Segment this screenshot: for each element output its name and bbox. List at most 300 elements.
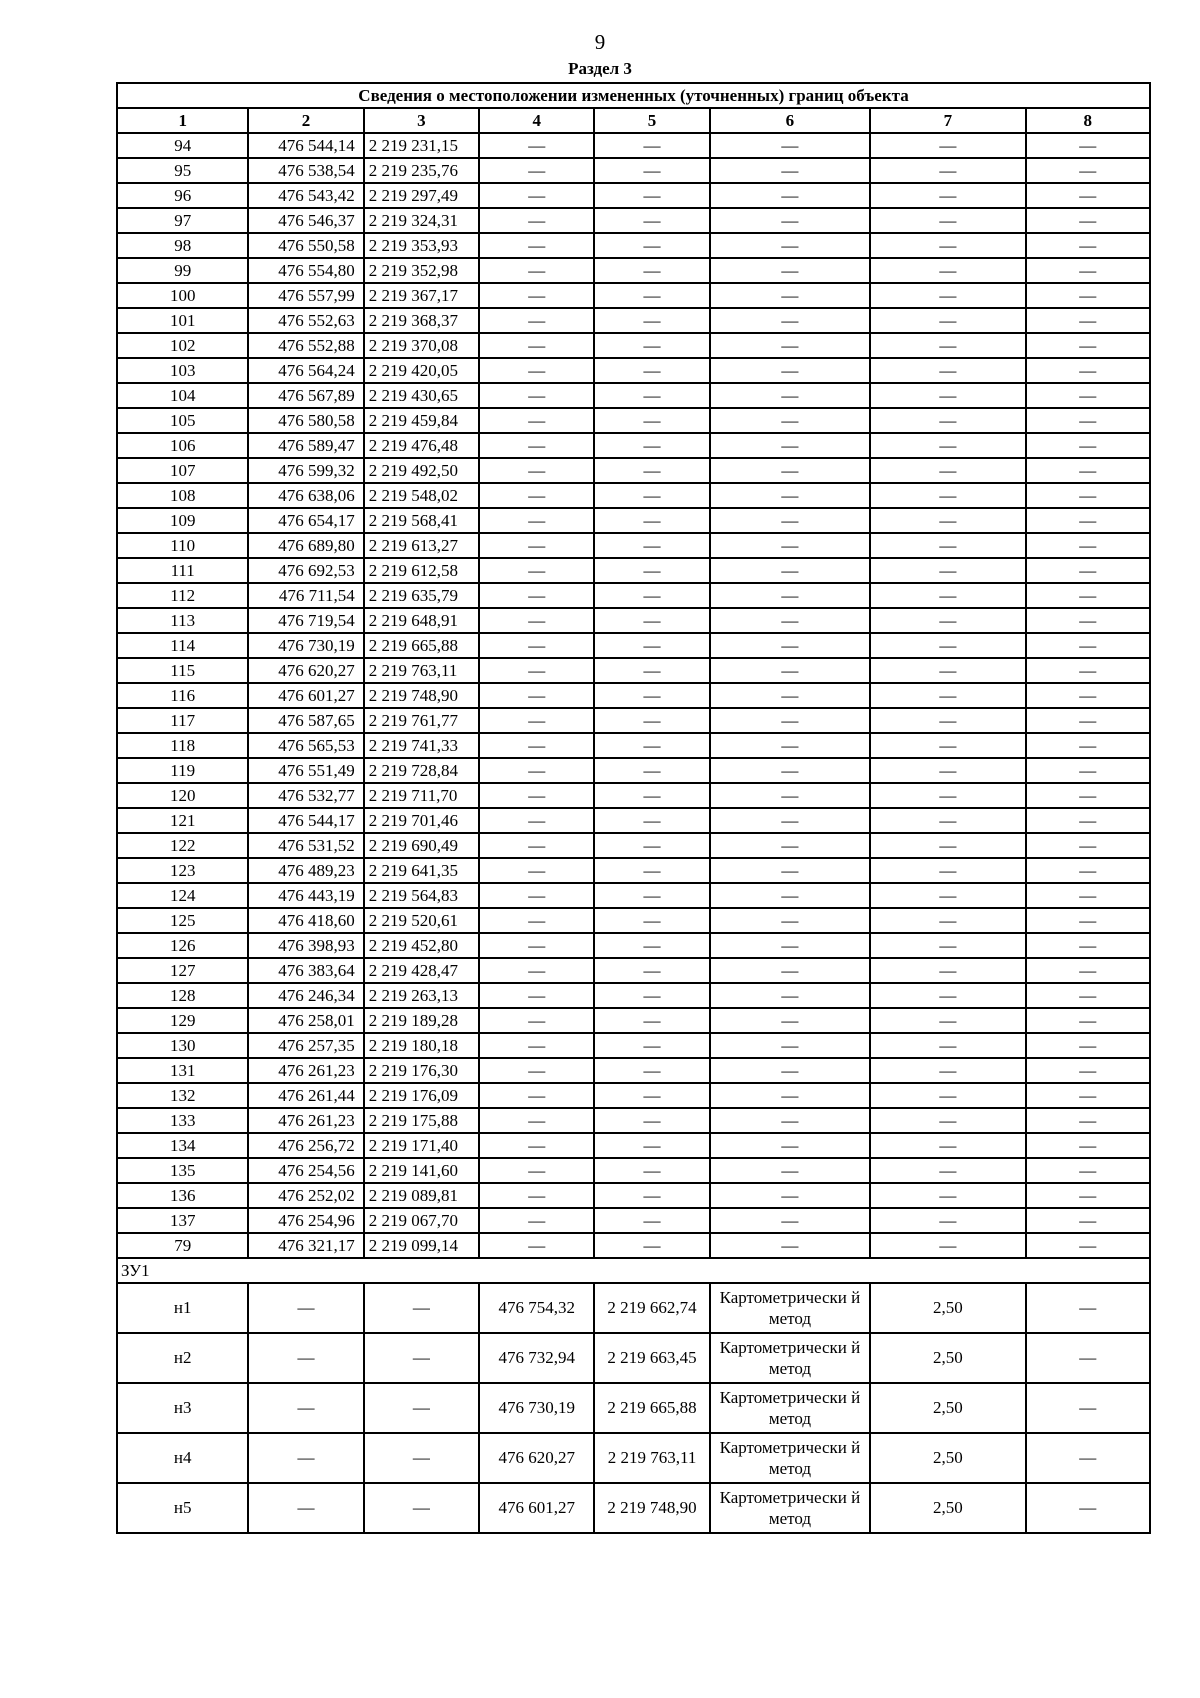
point-number-cell: 133: [117, 1108, 248, 1133]
x-new-coordinate-cell: —: [479, 583, 594, 608]
y-new-coordinate-cell: —: [594, 308, 709, 333]
x-coordinate-cell: 476 258,01: [248, 1008, 363, 1033]
description-cell: —: [1026, 733, 1150, 758]
y-new-coordinate-cell: —: [594, 858, 709, 883]
description-cell: —: [1026, 383, 1150, 408]
x-new-coordinate-cell: —: [479, 983, 594, 1008]
accuracy-cell: —: [870, 958, 1025, 983]
accuracy-cell: —: [870, 483, 1025, 508]
x-new-coordinate-cell: —: [479, 1008, 594, 1033]
description-cell: —: [1026, 933, 1150, 958]
accuracy-cell: —: [870, 333, 1025, 358]
table-row: [117, 433, 1150, 458]
description-cell: —: [1026, 583, 1150, 608]
table-row: [117, 258, 1150, 283]
column-number: 2: [248, 108, 363, 133]
method-cell: —: [710, 433, 870, 458]
point-number-cell: н4: [117, 1433, 248, 1483]
description-cell: —: [1026, 233, 1150, 258]
point-number-cell: 104: [117, 383, 248, 408]
point-number-cell: 125: [117, 908, 248, 933]
x-coordinate-cell: 476 565,53: [248, 733, 363, 758]
point-number-cell: 116: [117, 683, 248, 708]
point-number-cell: 111: [117, 558, 248, 583]
accuracy-cell: 2,50: [870, 1383, 1025, 1433]
y-coordinate-cell: 2 219 613,27: [364, 533, 479, 558]
y-coordinate-cell: 2 219 564,83: [364, 883, 479, 908]
y-new-coordinate-cell: —: [594, 883, 709, 908]
table-row: [117, 983, 1150, 1008]
y-new-coordinate-cell: —: [594, 433, 709, 458]
x-coordinate-cell: 476 418,60: [248, 908, 363, 933]
x-new-coordinate-cell: —: [479, 183, 594, 208]
method-cell: —: [710, 858, 870, 883]
column-number-row: [117, 108, 1150, 133]
point-number-cell: 118: [117, 733, 248, 758]
description-cell: —: [1026, 1383, 1150, 1433]
point-number-cell: 113: [117, 608, 248, 633]
table-row: [117, 333, 1150, 358]
accuracy-cell: —: [870, 808, 1025, 833]
method-cell: —: [710, 1133, 870, 1158]
y-coordinate-cell: 2 219 741,33: [364, 733, 479, 758]
x-coordinate-cell: 476 246,34: [248, 983, 363, 1008]
description-cell: —: [1026, 1208, 1150, 1233]
x-new-coordinate-cell: —: [479, 1033, 594, 1058]
y-new-coordinate-cell: —: [594, 808, 709, 833]
column-number: 6: [710, 108, 870, 133]
y-new-coordinate-cell: —: [594, 658, 709, 683]
table-row: [117, 758, 1150, 783]
y-coordinate-cell: 2 219 370,08: [364, 333, 479, 358]
y-new-coordinate-cell: —: [594, 1033, 709, 1058]
y-coordinate-cell: 2 219 189,28: [364, 1008, 479, 1033]
description-cell: —: [1026, 808, 1150, 833]
y-new-coordinate-cell: 2 219 763,11: [594, 1433, 709, 1483]
accuracy-cell: 2,50: [870, 1333, 1025, 1383]
point-number-cell: 102: [117, 333, 248, 358]
method-cell: —: [710, 1183, 870, 1208]
x-new-coordinate-cell: —: [479, 1133, 594, 1158]
point-number-cell: 99: [117, 258, 248, 283]
table-caption-row: [117, 83, 1150, 108]
table-row: [117, 733, 1150, 758]
method-cell: —: [710, 308, 870, 333]
y-coordinate-cell: 2 219 520,61: [364, 908, 479, 933]
table-row: [117, 508, 1150, 533]
y-new-coordinate-cell: 2 219 663,45: [594, 1333, 709, 1383]
y-coordinate-cell: 2 219 568,41: [364, 508, 479, 533]
column-number: 7: [870, 108, 1025, 133]
y-new-coordinate-cell: —: [594, 1108, 709, 1133]
x-new-coordinate-cell: —: [479, 233, 594, 258]
x-coordinate-cell: 476 620,27: [248, 658, 363, 683]
accuracy-cell: —: [870, 1133, 1025, 1158]
y-new-coordinate-cell: —: [594, 133, 709, 158]
method-cell: —: [710, 608, 870, 633]
y-new-coordinate-cell: —: [594, 1133, 709, 1158]
method-cell: —: [710, 1158, 870, 1183]
x-new-coordinate-cell: —: [479, 408, 594, 433]
method-cell: —: [710, 683, 870, 708]
description-cell: —: [1026, 1033, 1150, 1058]
y-new-coordinate-cell: —: [594, 958, 709, 983]
accuracy-cell: —: [870, 908, 1025, 933]
x-coordinate-cell: 476 544,17: [248, 808, 363, 833]
table-row: [117, 1158, 1150, 1183]
y-new-coordinate-cell: —: [594, 1158, 709, 1183]
method-cell: —: [710, 358, 870, 383]
accuracy-cell: —: [870, 1208, 1025, 1233]
y-new-coordinate-cell: —: [594, 1083, 709, 1108]
description-cell: —: [1026, 558, 1150, 583]
column-number: 4: [479, 108, 594, 133]
accuracy-cell: —: [870, 508, 1025, 533]
point-number-cell: 131: [117, 1058, 248, 1083]
table-row: [117, 708, 1150, 733]
y-coordinate-cell: 2 219 175,88: [364, 1108, 479, 1133]
x-coordinate-cell: 476 599,32: [248, 458, 363, 483]
point-number-cell: 126: [117, 933, 248, 958]
table-row: [117, 683, 1150, 708]
group-label: ЗУ1: [117, 1258, 1150, 1283]
point-number-cell: 123: [117, 858, 248, 883]
x-new-coordinate-cell: —: [479, 1058, 594, 1083]
x-coordinate-cell: 476 544,14: [248, 133, 363, 158]
x-new-coordinate-cell: —: [479, 633, 594, 658]
y-new-coordinate-cell: —: [594, 483, 709, 508]
accuracy-cell: —: [870, 833, 1025, 858]
y-new-coordinate-cell: —: [594, 258, 709, 283]
point-number-cell: 95: [117, 158, 248, 183]
column-number: 5: [594, 108, 709, 133]
y-new-coordinate-cell: —: [594, 1008, 709, 1033]
x-new-coordinate-cell: —: [479, 558, 594, 583]
x-coordinate-cell: 476 719,54: [248, 608, 363, 633]
point-number-cell: 137: [117, 1208, 248, 1233]
accuracy-cell: —: [870, 1058, 1025, 1083]
y-new-coordinate-cell: —: [594, 1233, 709, 1258]
method-cell: —: [710, 183, 870, 208]
accuracy-cell: —: [870, 458, 1025, 483]
point-number-cell: 112: [117, 583, 248, 608]
table-row: [117, 883, 1150, 908]
table-row: [117, 383, 1150, 408]
x-coordinate-cell: 476 550,58: [248, 233, 363, 258]
description-cell: —: [1026, 308, 1150, 333]
method-cell: —: [710, 708, 870, 733]
y-new-coordinate-cell: —: [594, 458, 709, 483]
y-coordinate-cell: 2 219 420,05: [364, 358, 479, 383]
x-coordinate-cell: 476 638,06: [248, 483, 363, 508]
x-new-coordinate-cell: —: [479, 733, 594, 758]
point-number-cell: 110: [117, 533, 248, 558]
accuracy-cell: 2,50: [870, 1283, 1025, 1333]
y-coordinate-cell: 2 219 297,49: [364, 183, 479, 208]
table-row: [117, 608, 1150, 633]
table-row: [117, 458, 1150, 483]
column-number: 3: [364, 108, 479, 133]
method-cell: —: [710, 833, 870, 858]
x-new-coordinate-cell: —: [479, 958, 594, 983]
y-coordinate-cell: 2 219 612,58: [364, 558, 479, 583]
point-number-cell: н5: [117, 1483, 248, 1533]
table-row: [117, 1283, 1150, 1333]
x-new-coordinate-cell: —: [479, 433, 594, 458]
description-cell: —: [1026, 758, 1150, 783]
x-coordinate-cell: —: [248, 1483, 363, 1533]
x-new-coordinate-cell: —: [479, 508, 594, 533]
x-coordinate-cell: 476 383,64: [248, 958, 363, 983]
description-cell: —: [1026, 458, 1150, 483]
method-cell: —: [710, 758, 870, 783]
method-cell: —: [710, 1033, 870, 1058]
description-cell: —: [1026, 1008, 1150, 1033]
accuracy-cell: —: [870, 308, 1025, 333]
x-coordinate-cell: 476 443,19: [248, 883, 363, 908]
point-number-cell: 136: [117, 1183, 248, 1208]
accuracy-cell: —: [870, 1033, 1025, 1058]
table-row: [117, 408, 1150, 433]
y-coordinate-cell: 2 219 701,46: [364, 808, 479, 833]
table-row: [117, 933, 1150, 958]
method-cell: —: [710, 583, 870, 608]
accuracy-cell: 2,50: [870, 1433, 1025, 1483]
y-new-coordinate-cell: —: [594, 733, 709, 758]
method-cell: Картометрически й метод: [710, 1483, 870, 1533]
point-number-cell: 134: [117, 1133, 248, 1158]
accuracy-cell: —: [870, 433, 1025, 458]
x-coordinate-cell: 476 398,93: [248, 933, 363, 958]
point-number-cell: 117: [117, 708, 248, 733]
x-coordinate-cell: 476 261,44: [248, 1083, 363, 1108]
y-new-coordinate-cell: 2 219 748,90: [594, 1483, 709, 1533]
y-coordinate-cell: 2 219 635,79: [364, 583, 479, 608]
x-coordinate-cell: 476 538,54: [248, 158, 363, 183]
y-new-coordinate-cell: —: [594, 508, 709, 533]
point-number-cell: 115: [117, 658, 248, 683]
y-new-coordinate-cell: —: [594, 183, 709, 208]
x-coordinate-cell: 476 254,96: [248, 1208, 363, 1233]
y-new-coordinate-cell: —: [594, 708, 709, 733]
accuracy-cell: —: [870, 708, 1025, 733]
accuracy-cell: —: [870, 608, 1025, 633]
method-cell: —: [710, 1233, 870, 1258]
y-coordinate-cell: 2 219 428,47: [364, 958, 479, 983]
x-coordinate-cell: 476 256,72: [248, 1133, 363, 1158]
x-coordinate-cell: 476 532,77: [248, 783, 363, 808]
x-coordinate-cell: 476 567,89: [248, 383, 363, 408]
description-cell: —: [1026, 858, 1150, 883]
method-cell: —: [710, 558, 870, 583]
description-cell: —: [1026, 333, 1150, 358]
description-cell: —: [1026, 1183, 1150, 1208]
description-cell: —: [1026, 683, 1150, 708]
table-row: [117, 283, 1150, 308]
accuracy-cell: —: [870, 658, 1025, 683]
y-coordinate-cell: 2 219 352,98: [364, 258, 479, 283]
point-number-cell: 132: [117, 1083, 248, 1108]
y-new-coordinate-cell: —: [594, 383, 709, 408]
method-cell: —: [710, 483, 870, 508]
x-new-coordinate-cell: 476 730,19: [479, 1383, 594, 1433]
method-cell: —: [710, 408, 870, 433]
x-new-coordinate-cell: —: [479, 933, 594, 958]
point-number-cell: 120: [117, 783, 248, 808]
x-coordinate-cell: 476 557,99: [248, 283, 363, 308]
accuracy-cell: —: [870, 1108, 1025, 1133]
description-cell: —: [1026, 658, 1150, 683]
description-cell: —: [1026, 1158, 1150, 1183]
method-cell: —: [710, 1008, 870, 1033]
accuracy-cell: —: [870, 983, 1025, 1008]
point-number-cell: н1: [117, 1283, 248, 1333]
x-coordinate-cell: 476 261,23: [248, 1108, 363, 1133]
x-coordinate-cell: 476 254,56: [248, 1158, 363, 1183]
x-new-coordinate-cell: —: [479, 483, 594, 508]
table-row: [117, 1383, 1150, 1433]
y-new-coordinate-cell: —: [594, 983, 709, 1008]
group-label-row: [117, 1258, 1150, 1283]
y-coordinate-cell: 2 219 367,17: [364, 283, 479, 308]
method-cell: —: [710, 733, 870, 758]
accuracy-cell: —: [870, 408, 1025, 433]
method-cell: —: [710, 1058, 870, 1083]
accuracy-cell: —: [870, 383, 1025, 408]
point-number-cell: 124: [117, 883, 248, 908]
description-cell: —: [1026, 783, 1150, 808]
y-coordinate-cell: 2 219 067,70: [364, 1208, 479, 1233]
method-cell: —: [710, 658, 870, 683]
point-number-cell: 108: [117, 483, 248, 508]
method-cell: Картометрически й метод: [710, 1383, 870, 1433]
table-row: [117, 1133, 1150, 1158]
table-row: [117, 783, 1150, 808]
y-coordinate-cell: 2 219 324,31: [364, 208, 479, 233]
y-coordinate-cell: 2 219 711,70: [364, 783, 479, 808]
description-cell: —: [1026, 633, 1150, 658]
x-coordinate-cell: 476 552,88: [248, 333, 363, 358]
x-new-coordinate-cell: —: [479, 1108, 594, 1133]
y-coordinate-cell: —: [364, 1283, 479, 1333]
table-row: [117, 358, 1150, 383]
method-cell: Картометрически й метод: [710, 1333, 870, 1383]
description-cell: —: [1026, 1333, 1150, 1383]
point-number-cell: 98: [117, 233, 248, 258]
x-new-coordinate-cell: 476 620,27: [479, 1433, 594, 1483]
table-row: [117, 1008, 1150, 1033]
description-cell: —: [1026, 608, 1150, 633]
x-coordinate-cell: 476 654,17: [248, 508, 363, 533]
y-new-coordinate-cell: —: [594, 208, 709, 233]
description-cell: —: [1026, 983, 1150, 1008]
y-coordinate-cell: 2 219 476,48: [364, 433, 479, 458]
accuracy-cell: —: [870, 1008, 1025, 1033]
accuracy-cell: —: [870, 283, 1025, 308]
description-cell: —: [1026, 183, 1150, 208]
table-row: [117, 183, 1150, 208]
point-number-cell: 109: [117, 508, 248, 533]
description-cell: —: [1026, 258, 1150, 283]
description-cell: —: [1026, 1433, 1150, 1483]
y-new-coordinate-cell: —: [594, 608, 709, 633]
y-new-coordinate-cell: —: [594, 408, 709, 433]
x-new-coordinate-cell: 476 754,32: [479, 1283, 594, 1333]
method-cell: —: [710, 458, 870, 483]
method-cell: —: [710, 258, 870, 283]
method-cell: Картометрически й метод: [710, 1433, 870, 1483]
y-new-coordinate-cell: —: [594, 1183, 709, 1208]
description-cell: —: [1026, 408, 1150, 433]
table-row: [117, 1108, 1150, 1133]
y-coordinate-cell: —: [364, 1383, 479, 1433]
description-cell: —: [1026, 483, 1150, 508]
x-coordinate-cell: 476 580,58: [248, 408, 363, 433]
description-cell: —: [1026, 958, 1150, 983]
x-coordinate-cell: 476 564,24: [248, 358, 363, 383]
y-coordinate-cell: 2 219 368,37: [364, 308, 479, 333]
method-cell: —: [710, 233, 870, 258]
y-new-coordinate-cell: —: [594, 633, 709, 658]
point-number-cell: 135: [117, 1158, 248, 1183]
y-coordinate-cell: 2 219 263,13: [364, 983, 479, 1008]
method-cell: —: [710, 983, 870, 1008]
point-number-cell: 127: [117, 958, 248, 983]
table-row: [117, 233, 1150, 258]
x-new-coordinate-cell: —: [479, 158, 594, 183]
description-cell: —: [1026, 1058, 1150, 1083]
x-new-coordinate-cell: —: [479, 133, 594, 158]
x-new-coordinate-cell: —: [479, 608, 594, 633]
method-cell: —: [710, 158, 870, 183]
y-coordinate-cell: 2 219 690,49: [364, 833, 479, 858]
x-coordinate-cell: 476 543,42: [248, 183, 363, 208]
table-row: [117, 958, 1150, 983]
method-cell: —: [710, 958, 870, 983]
method-cell: —: [710, 333, 870, 358]
x-new-coordinate-cell: —: [479, 533, 594, 558]
x-coordinate-cell: 476 551,49: [248, 758, 363, 783]
y-new-coordinate-cell: 2 219 665,88: [594, 1383, 709, 1433]
x-new-coordinate-cell: —: [479, 758, 594, 783]
y-new-coordinate-cell: —: [594, 833, 709, 858]
method-cell: —: [710, 533, 870, 558]
method-cell: —: [710, 208, 870, 233]
x-new-coordinate-cell: —: [479, 908, 594, 933]
table-row: [117, 558, 1150, 583]
table-row: [117, 1058, 1150, 1083]
accuracy-cell: —: [870, 183, 1025, 208]
x-coordinate-cell: 476 261,23: [248, 1058, 363, 1083]
boundary-coordinates-table: [116, 82, 1151, 1534]
point-number-cell: 100: [117, 283, 248, 308]
column-number: 8: [1026, 108, 1150, 133]
accuracy-cell: —: [870, 583, 1025, 608]
table-row: [117, 808, 1150, 833]
method-cell: —: [710, 783, 870, 808]
point-number-cell: 128: [117, 983, 248, 1008]
x-new-coordinate-cell: —: [479, 1208, 594, 1233]
point-number-cell: 101: [117, 308, 248, 333]
y-coordinate-cell: 2 219 763,11: [364, 658, 479, 683]
table-row: [117, 1433, 1150, 1483]
y-coordinate-cell: 2 219 761,77: [364, 708, 479, 733]
description-cell: —: [1026, 1283, 1150, 1333]
method-cell: —: [710, 383, 870, 408]
x-new-coordinate-cell: —: [479, 658, 594, 683]
table-row: [117, 833, 1150, 858]
x-coordinate-cell: 476 587,65: [248, 708, 363, 733]
